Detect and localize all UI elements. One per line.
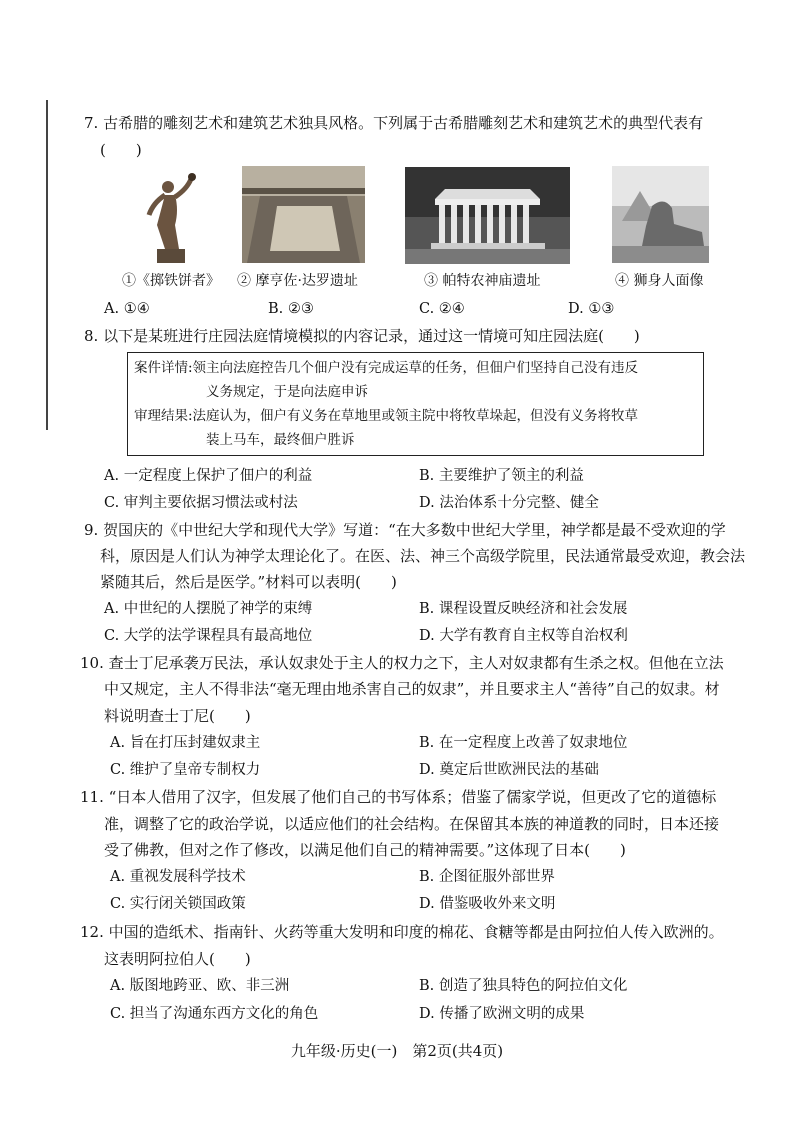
q10-line3: 料说明查士丁尼( ) <box>104 707 251 725</box>
q11-option-d: D. 借鉴吸收外来文明 <box>419 896 556 912</box>
q9-option-a: A. 中世纪的人摆脱了神学的束缚 <box>104 601 313 617</box>
discobolus-image <box>135 165 205 265</box>
q8-option-a: A. 一定程度上保护了佃户的利益 <box>104 468 313 484</box>
q9-line3: 紧随其后，然后是医学。”材料可以表明( ) <box>100 573 397 591</box>
q12-option-b: B. 创造了独具特色的阿拉伯文化 <box>419 978 628 994</box>
q11-option-a: A. 重视发展科学技术 <box>110 869 246 885</box>
q9-line1: 9. 贺国庆的《中世纪大学和现代大学》写道：“在大多数中世纪大学里，神学都是最不受欢迎的学 <box>84 521 726 539</box>
q8-record-line2: 义务规定，于是向法庭申诉 <box>206 384 368 400</box>
q9-line2: 科，原因是人们认为神学太理论化了。在医、法、神三个高级学院里，民法通常最受欢迎，教会法 <box>100 547 746 565</box>
q12-option-c: C. 担当了沟通东西方文化的角色 <box>110 1006 319 1022</box>
sphinx-image <box>612 166 709 263</box>
q12-option-a: A. 版图地跨亚、欧、非三洲 <box>110 978 290 994</box>
q7-option-b: B. ②③ <box>268 301 314 317</box>
q12-line1: 12. 中国的造纸术、指南针、火药等重大发明和印度的棉花、食糖等都是由阿拉伯人传入欧洲的。 <box>80 923 724 941</box>
q11-option-c: C. 实行闭关锁国政策 <box>110 896 246 912</box>
q7-caption-3: ③ 帕特农神庙遗址 <box>424 273 541 289</box>
q7-option-c: C. ②④ <box>419 301 465 317</box>
q8-record-box <box>127 352 704 456</box>
q10-option-a: A. 旨在打压封建奴隶主 <box>110 735 261 751</box>
q10-line1: 10. 查士丁尼承袭万民法，承认奴隶处于主人的权力之下，主人对奴隶都有生杀之权。但他在立法 <box>80 654 724 672</box>
q8-record-line1: 案件详情:领主向法庭控告几个佃户没有完成运草的任务，但佃户们坚持自己没有违反 <box>134 360 639 376</box>
q8-record-line4: 装上马车，最终佃户胜诉 <box>206 432 355 448</box>
q12-option-d: D. 传播了欧洲文明的成果 <box>419 1006 585 1022</box>
q8-option-d: D. 法治体系十分完整、健全 <box>419 495 599 511</box>
q9-option-c: C. 大学的法学课程具有最高地位 <box>104 628 313 644</box>
q9-option-b: B. 课程设置反映经济和社会发展 <box>419 601 628 617</box>
q11-line2: 准，调整了它的政治学说，以适应他们的社会结构。在保留其本族的神道教的同时，日本还接 <box>104 815 720 833</box>
q10-option-d: D. 奠定后世欧洲民法的基础 <box>419 762 599 778</box>
page-footer: 九年级·历史(一) 第2页(共4页) <box>290 1042 504 1060</box>
q7-caption-2: ② 摩亨佐·达罗遗址 <box>237 273 358 289</box>
parthenon-image <box>405 167 570 264</box>
margin-rule <box>46 100 48 430</box>
q11-line1: 11. “日本人借用了汉字，但发展了他们自己的书写体系；借鉴了儒家学说，但更改了它的道德标 <box>80 788 717 806</box>
q7-stem-line1: 7. 古希腊的雕刻艺术和建筑艺术独具风格。下列属于古希腊雕刻艺术和建筑艺术的典型代表有 <box>84 114 704 132</box>
q10-option-c: C. 维护了皇帝专制权力 <box>110 762 261 778</box>
q8-option-b: B. 主要维护了领主的利益 <box>419 468 584 484</box>
q10-option-b: B. 在一定程度上改善了奴隶地位 <box>419 735 628 751</box>
q11-line3: 受了佛教，但对之作了修改，以满足他们自己的精神需要。”这体现了日本( ) <box>104 841 626 859</box>
q7-caption-1: ①《掷铁饼者》 <box>122 273 220 289</box>
q12-line2: 这表明阿拉伯人( ) <box>104 950 251 968</box>
q7-caption-4: ④ 狮身人面像 <box>615 273 704 289</box>
q10-line2: 中又规定，主人不得非法“毫无理由地杀害自己的奴隶”，并且要求主人“善待”自己的奴隶。材 <box>104 680 720 698</box>
q8-record-line3: 审理结果:法庭认为，佃户有义务在草地里或领主院中将牧草垛起，但没有义务将牧草 <box>134 408 639 424</box>
q9-option-d: D. 大学有教育自主权等自治权利 <box>419 628 628 644</box>
q7-stem-line2: ( ) <box>100 141 142 159</box>
q7-option-d: D. ①③ <box>568 301 615 317</box>
q8-stem: 8. 以下是某班进行庄园法庭情境模拟的内容记录，通过这一情境可知庄园法庭( ) <box>84 327 640 345</box>
q11-option-b: B. 企图征服外部世界 <box>419 869 555 885</box>
mohenjo-daro-image <box>242 166 365 263</box>
q7-option-a: A. ①④ <box>104 301 150 317</box>
q8-option-c: C. 审判主要依据习惯法或村法 <box>104 495 298 511</box>
